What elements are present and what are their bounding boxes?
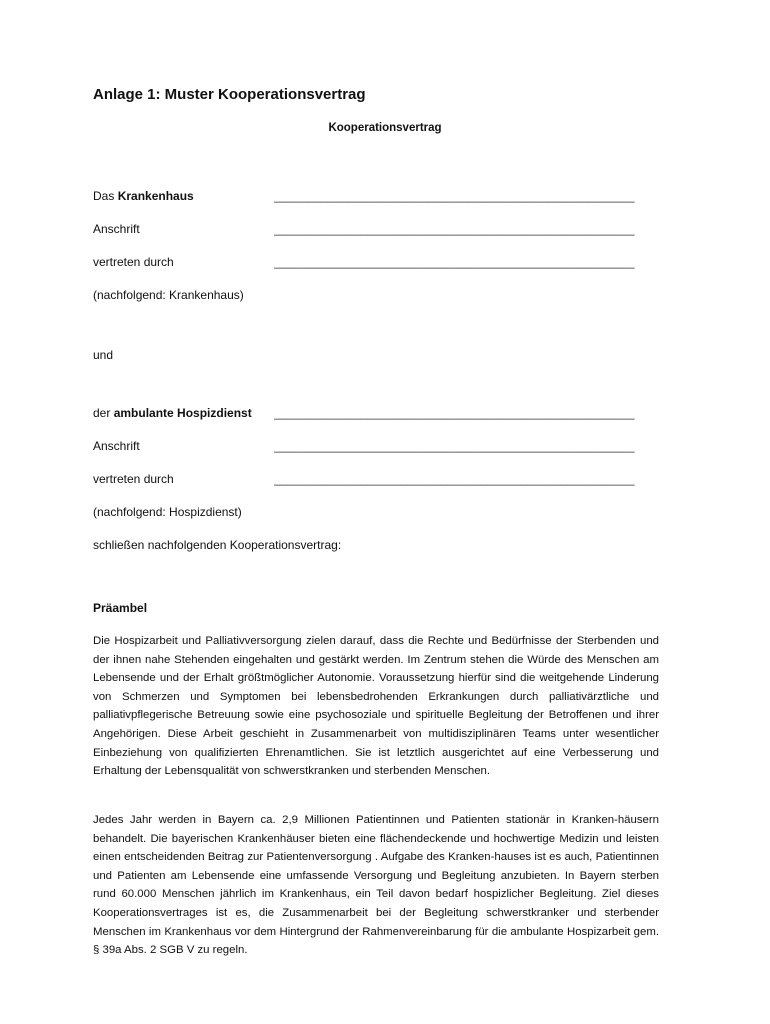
- preamble-paragraph-1: Die Hospizarbeit und Palliativversorgung zielen darauf, dass die Rechte und Bedürfnisse der Sterbenden und der ihnen nahe Stehenden eingehalten und gestärkt werden. Im Zentrum stehen die Würde des Menschen am Lebensende und der Erhalt größtmöglicher Autonomie. Voraussetzung hierfür sind die weitgehende Linderung von Schmerzen und Symptomen bei lebensbedrohenden Erkrankungen durch palliativärztliche und palliativpflegerische Betreuung sowie eine psychosoziale und spirituelle Begleitung der Betroffenen und ihrer Angehörigen. Diese Arbeit geschieht in Zusammenarbeit von multidisziplinären Teams unter wesentlicher Einbeziehung von qualifizierten Ehrenamtlichen. Sie ist letztlich ausgerichtet auf eine Verbesserung und Erhaltung der Lebensqualität von schwerstkranken und sterbenden Menschen.: [93, 635, 659, 778]
- party2-alias: (nachfolgend: Hospizdienst): [93, 505, 242, 519]
- party1-represented-row: [93, 255, 653, 271]
- party1-label: [93, 189, 194, 203]
- party1-label-prefix: Das: [93, 189, 118, 203]
- party2-name-blank: ______________________________________________________: [274, 406, 635, 420]
- party2-label-bold: ambulante Hospizdienst: [113, 406, 252, 420]
- party1-address-label: Anschrift: [93, 222, 140, 236]
- party1-address-row: [93, 222, 653, 238]
- connector-und: und: [93, 348, 114, 362]
- party1-name-row: [93, 189, 653, 205]
- document-title: Anlage 1: Muster Kooperationsvertrag: [93, 86, 366, 103]
- party2-address-blank: ______________________________________________________: [274, 439, 635, 453]
- party2-address-row: [93, 439, 653, 455]
- party2-represented-label: vertreten durch: [93, 472, 174, 486]
- party1-address-blank: ______________________________________________________: [274, 222, 635, 236]
- party2-represented-blank: ______________________________________________________: [274, 472, 635, 486]
- preamble-paragraph-2: Jedes Jahr werden in Bayern ca. 2,9 Millionen Patientinnen und Patienten stationär in Kranken-häusern behandelt. Die bayerischen Krankenhäuser bieten eine flächendeckende und hochwertige Medizin und leisten einen entscheidenden Beitrag zur Patientenversorgung . Aufgabe des Kranken-hauses ist es auch, Patientinnen und Patienten am Lebensende eine umfassende Versorgung und Begleitung anzubieten. In Bayern sterben rund 60.000 Menschen jährlich im Krankenhaus, ein Teil davon bedarf hospizlicher Begleitung. Ziel dieses Kooperationsvertrages ist es, die Zusammenarbeit bei der Begleitung schwerstkranker und sterbender Menschen im Krankenhaus vor dem Hintergrund der Rahmenvereinbarung für die ambulante Hospizarbeit gem. § 39a Abs. 2 SGB V zu regeln.: [93, 814, 659, 957]
- party2-label: [93, 406, 252, 420]
- party2-label-prefix: der: [93, 406, 114, 420]
- party2-represented-row: [93, 472, 653, 488]
- party1-name-blank: ______________________________________________________: [274, 189, 635, 203]
- party1-represented-label: vertreten durch: [93, 255, 174, 269]
- party2-address-label: Anschrift: [93, 439, 140, 453]
- preamble-heading: Präambel: [93, 601, 148, 615]
- document-subtitle: Kooperationsvertrag: [328, 122, 442, 134]
- party1-label-bold: Krankenhaus: [117, 189, 194, 203]
- party1-represented-blank: ______________________________________________________: [274, 255, 635, 269]
- closing-statement: schließen nachfolgenden Kooperationsvertrag:: [93, 538, 342, 552]
- party1-alias: (nachfolgend: Krankenhaus): [93, 288, 244, 302]
- party2-name-row: [93, 406, 653, 422]
